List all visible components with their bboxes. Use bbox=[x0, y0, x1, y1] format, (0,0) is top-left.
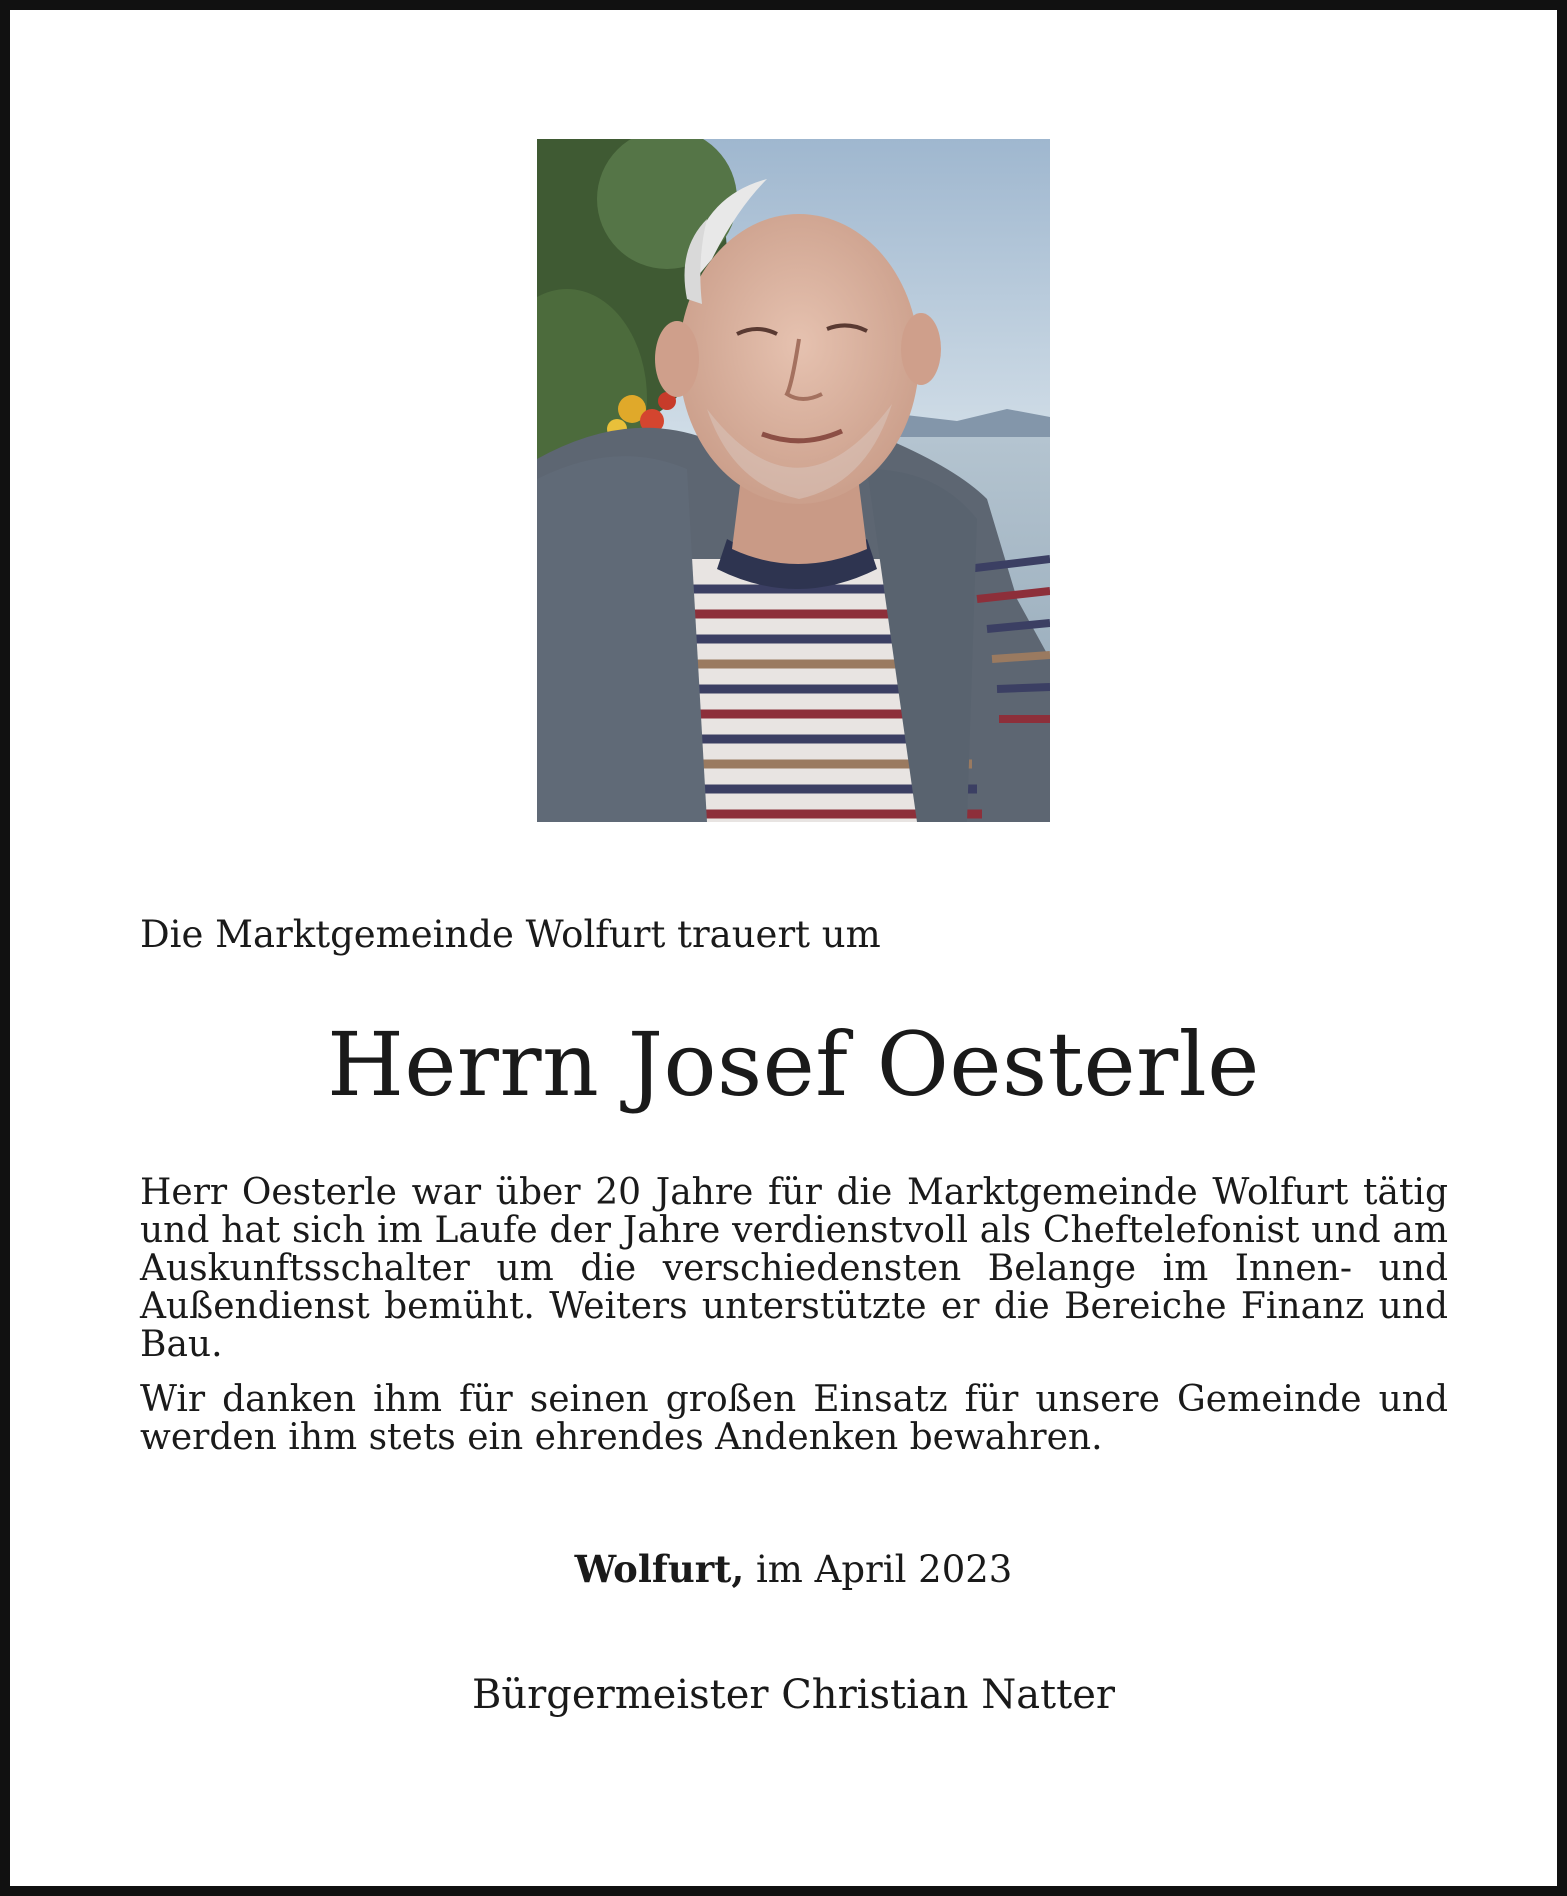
deceased-name: Herrn Josef Oesterle bbox=[327, 1013, 1260, 1116]
date-text: im April 2023 bbox=[755, 1548, 1013, 1591]
tribute-paragraph-1: Herr Oesterle war über 20 Jahre für die Marktgemeinde Wolfurt tätig und hat sich im Laufe der Jahre verdienstvoll als Cheftelefonist und am Auskunftsschalter um die verschiedensten Belange im Innen- und Außendienst bemüht. Weiters unterstützte er die Bereiche Finanz und Bau. bbox=[140, 1172, 1448, 1365]
tribute-paragraph-2: Wir danken ihm für seinen großen Einsatz für unsere Gemeinde und werden ihm stets ein ehrendes Andenken bewahren. bbox=[140, 1379, 1448, 1458]
signature-line: Bürgermeister Christian Natter bbox=[472, 1672, 1115, 1718]
place-name: Wolfurt, bbox=[574, 1547, 745, 1591]
place-date-line bbox=[10, 1547, 1567, 1592]
portrait-photo bbox=[537, 139, 1050, 822]
intro-line: Die Marktgemeinde Wolfurt trauert um bbox=[140, 913, 881, 956]
portrait-photo-icon bbox=[537, 139, 1050, 822]
